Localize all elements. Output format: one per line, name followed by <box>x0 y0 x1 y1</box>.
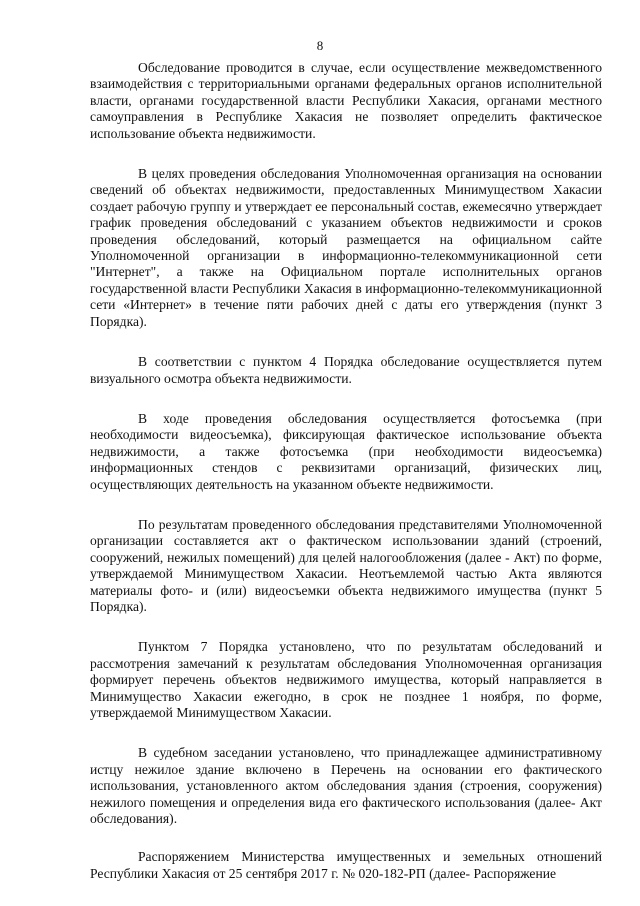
paragraph-court-finding: В судебном заседании установлено, что принадлежащее административному истцу нежилое здание включено в Перечень на основании его фактического использования, установленного актом обследования здания (строения, сооружения) нежилого помещения и определения вида его фактического использования (далее- Акт обследования). <box>90 745 602 827</box>
paragraph-photo-recording: В ходе проведения обследования осуществляется фотосъемка (при необходимости видеосъемка), фиксирующая фактическое использование объекта недвижимости, а также фотосъемка (при необходимости видеосъемка) информационных стендов с реквизитами организаций, физических лиц, осуществляющих деятельность на указанном объекте недвижимости. <box>90 410 602 492</box>
paragraph-survey-conditions: Обследование проводится в случае, если осуществление межведомственного взаимодействия с территориальными органами федеральных органов исполнительной власти, органами государственной власти Республики Хакасия, органами местного самоуправления в Республике Хакасия не позволяет определить фактическое использование объекта недвижимости. <box>90 60 602 141</box>
document-body <box>90 60 602 906</box>
paragraph-ministry-order: Распоряжением Министерства имущественных и земельных отношений Республики Хакасия от 25 сентября 2017 г. № 020-182-РП (далее- Распоряжение <box>90 849 602 881</box>
paragraph-visual-inspection: В соответствии с пунктом 4 Порядка обследование осуществляется путем визуального осмотра объекта недвижимости. <box>90 354 602 386</box>
paragraph-list-formation: Пунктом 7 Порядка установлено, что по результатам обследований и рассмотрения замечаний к результатам обследования Уполномоченная организация формирует перечень объектов недвижимого имущества, который направляется в Минимущество Хакасии ежегодно, в срок не позднее 1 ноября, по форме, утверждаемой Минимуществом Хакасии. <box>90 639 602 720</box>
paragraph-working-group: В целях проведения обследования Уполномоченная организация на основании сведений об объектах недвижимости, предоставленных Минимуществом Хакасии создает рабочую группу и утверждает ее персональный состав, ежемесячно утверждает график проведения обследований с указанием объектов недвижимости и сроков проведения обследований, который размещается на официальном сайте Уполномоченной организации в информационно-телекоммуникационной сети "Интернет", а также на Официальном портале исполнительных органов государственной власти Республики Хакасия в информационно-телекоммуникационной сети «Интернет» в течение пяти рабочих дней с даты его утверждения (пункт 3 Порядка). <box>90 166 602 329</box>
paragraph-act-drafting: По результатам проведенного обследования представителями Уполномоченной организации составляется акт о фактическом использовании зданий (строений, сооружений, нежилых помещений) для целей налогообложения (далее - Акт) по форме, утверждаемой Минимуществом Хакасии. Неотъемлемой частью Акта являются материалы фото- и (или) видеосъемки объекта недвижимого имущества (пункт 5 Порядка). <box>90 516 602 614</box>
page-number: 8 <box>316 38 324 53</box>
